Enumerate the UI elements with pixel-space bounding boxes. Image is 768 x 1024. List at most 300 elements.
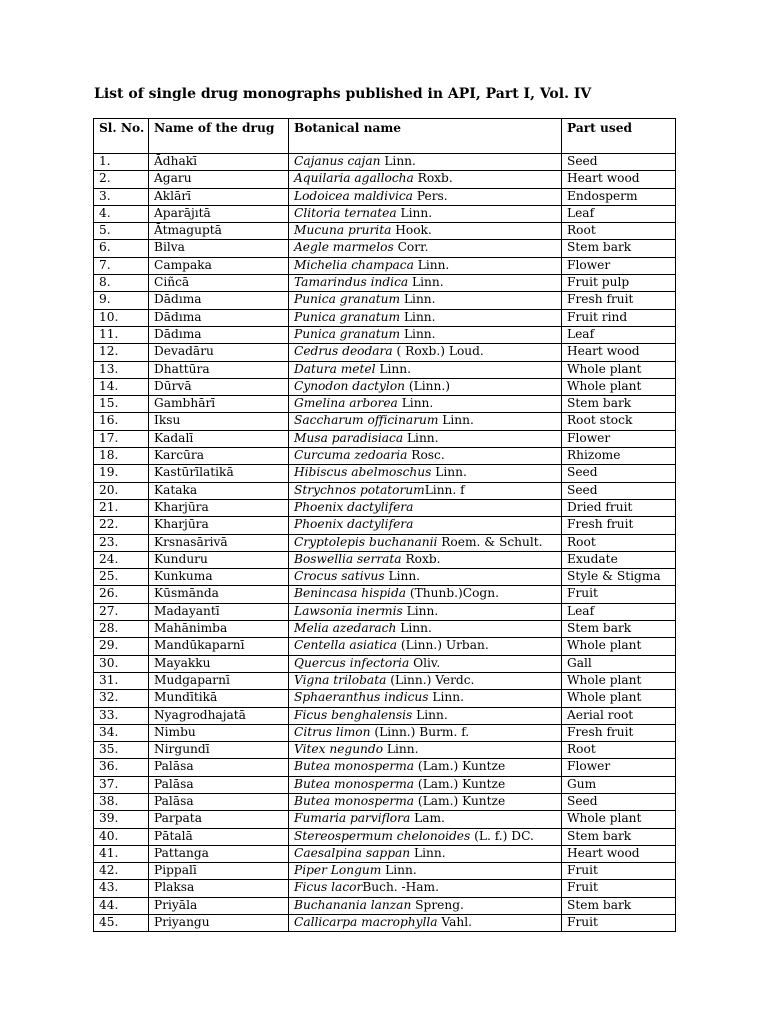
- botanical-authority: Linn.: [384, 569, 421, 584]
- botanical-name-cell: [289, 430, 562, 447]
- drug-name-cell: Iksu: [149, 413, 289, 430]
- sl-no-cell: 36.: [94, 759, 149, 776]
- botanical-species: Punica granatum: [294, 309, 401, 324]
- botanical-species: Vitex negundo: [294, 742, 384, 757]
- botanical-authority: Corr.: [393, 240, 429, 255]
- table-row: [94, 811, 676, 828]
- part-used-cell: Stem bark: [562, 897, 676, 914]
- table-row: [94, 655, 676, 672]
- botanical-authority: Linn.: [431, 465, 467, 480]
- sl-no-cell: 38.: [94, 793, 149, 810]
- botanical-species: Michelia champaca: [294, 257, 414, 272]
- part-used-cell: Fruit: [562, 880, 676, 897]
- table-header-row: [94, 119, 676, 154]
- botanical-name-cell: [289, 793, 562, 810]
- botanical-authority: ( Roxb.) Loud.: [392, 344, 484, 359]
- botanical-authority: Lam.: [410, 811, 445, 826]
- botanical-species: Citrus limon: [294, 724, 371, 739]
- sl-no-cell: 43.: [94, 880, 149, 897]
- sl-no-cell: 11.: [94, 326, 149, 343]
- table-row: [94, 534, 676, 551]
- drug-name-cell: Nimbu: [149, 724, 289, 741]
- botanical-species: Butea monosperma: [294, 793, 415, 808]
- botanical-authority: Linn.: [413, 257, 450, 272]
- drug-name-cell: Mandūkaparnī: [149, 638, 289, 655]
- table-row: [94, 499, 676, 516]
- header-part-used: Part used: [562, 119, 676, 154]
- botanical-species: Aegle marmelos: [294, 240, 394, 255]
- botanical-species: Caesalpina sappan: [294, 845, 411, 860]
- botanical-name-cell: [289, 378, 562, 395]
- drug-name-cell: Mahānimba: [149, 621, 289, 638]
- drug-name-cell: Madayantī: [149, 603, 289, 620]
- botanical-name-cell: [289, 742, 562, 759]
- sl-no-cell: 42.: [94, 863, 149, 880]
- drug-name-cell: Campaka: [149, 257, 289, 274]
- table-row: [94, 828, 676, 845]
- drug-name-cell: Priyangu: [149, 915, 289, 932]
- sl-no-cell: 7.: [94, 257, 149, 274]
- drug-name-cell: Mudgaparnī: [149, 672, 289, 689]
- part-used-cell: Leaf: [562, 326, 676, 343]
- botanical-species: Punica granatum: [294, 292, 401, 307]
- botanical-species: Saccharum officinarum: [294, 413, 439, 428]
- sl-no-cell: 27.: [94, 603, 149, 620]
- botanical-authority: Linn.: [383, 742, 419, 757]
- table-row: [94, 205, 676, 222]
- botanical-name-cell: [289, 517, 562, 534]
- botanical-authority: (Linn.): [405, 378, 450, 393]
- sl-no-cell: 16.: [94, 413, 149, 430]
- botanical-authority: Spreng.: [411, 897, 464, 912]
- table-row: [94, 793, 676, 810]
- botanical-authority: Linn.: [403, 430, 439, 445]
- botanical-name-cell: [289, 171, 562, 188]
- part-used-cell: Heart wood: [562, 344, 676, 361]
- botanical-authority: (L. f.) DC.: [470, 828, 534, 843]
- drug-name-cell: Kharjūra: [149, 517, 289, 534]
- botanical-name-cell: [289, 482, 562, 499]
- botanical-name-cell: [289, 638, 562, 655]
- sl-no-cell: 18.: [94, 448, 149, 465]
- table-row: [94, 413, 676, 430]
- botanical-authority: Linn.: [408, 275, 444, 290]
- botanical-name-cell: [289, 448, 562, 465]
- botanical-name-cell: [289, 759, 562, 776]
- table-row: [94, 707, 676, 724]
- drug-name-cell: Pattanga: [149, 845, 289, 862]
- drug-name-cell: Agaru: [149, 171, 289, 188]
- part-used-cell: Fruit rind: [562, 309, 676, 326]
- monograph-table: [93, 118, 676, 932]
- part-used-cell: Gall: [562, 655, 676, 672]
- drug-name-cell: Nirgundī: [149, 742, 289, 759]
- drug-name-cell: Gambhārī: [149, 396, 289, 413]
- botanical-authority: Linn.: [428, 690, 464, 705]
- sl-no-cell: 1.: [94, 154, 149, 171]
- botanical-name-cell: [289, 586, 562, 603]
- botanical-authority: (Thunb.)Cogn.: [406, 586, 499, 601]
- table-row: [94, 897, 676, 914]
- drug-name-cell: Kunduru: [149, 551, 289, 568]
- botanical-authority: Roem. & Schult.: [437, 534, 543, 549]
- sl-no-cell: 26.: [94, 586, 149, 603]
- botanical-authority: Roxb.: [413, 171, 453, 186]
- botanical-species: Curcuma zedoaria: [294, 448, 408, 463]
- drug-name-cell: Ātmaguptā: [149, 223, 289, 240]
- sl-no-cell: 29.: [94, 638, 149, 655]
- sl-no-cell: 23.: [94, 534, 149, 551]
- botanical-species: Ficus lacor: [294, 880, 363, 895]
- botanical-name-cell: [289, 828, 562, 845]
- part-used-cell: Stem bark: [562, 828, 676, 845]
- drug-name-cell: Dādıma: [149, 326, 289, 343]
- botanical-species: Strychnos potatorum: [294, 482, 425, 497]
- part-used-cell: Seed: [562, 465, 676, 482]
- table-row: [94, 154, 676, 171]
- botanical-species: Mucuna prurita: [294, 223, 392, 238]
- part-used-cell: Seed: [562, 793, 676, 810]
- botanical-authority: (Lam.) Kuntze: [414, 776, 506, 791]
- part-used-cell: Stem bark: [562, 240, 676, 257]
- drug-name-cell: Pippalī: [149, 863, 289, 880]
- drug-name-cell: Dūrvā: [149, 378, 289, 395]
- sl-no-cell: 12.: [94, 344, 149, 361]
- sl-no-cell: 22.: [94, 517, 149, 534]
- part-used-cell: Fresh fruit: [562, 724, 676, 741]
- botanical-species: Phoenix dactylifera: [294, 499, 414, 514]
- table-row: [94, 742, 676, 759]
- part-used-cell: Fresh fruit: [562, 292, 676, 309]
- botanical-name-cell: [289, 292, 562, 309]
- botanical-name-cell: [289, 188, 562, 205]
- botanical-authority: Buch. -Ham.: [362, 880, 439, 895]
- botanical-name-cell: [289, 863, 562, 880]
- part-used-cell: Endosperm: [562, 188, 676, 205]
- botanical-authority: (Linn.) Urban.: [397, 638, 489, 653]
- table-row: [94, 430, 676, 447]
- botanical-authority: Oliv.: [409, 655, 441, 670]
- botanical-species: Cedrus deodara: [294, 344, 393, 359]
- botanical-species: Phoenix dactylifera: [294, 517, 414, 532]
- part-used-cell: Leaf: [562, 205, 676, 222]
- botanical-species: Benincasa hispida: [294, 586, 407, 601]
- botanical-authority: Linn.: [375, 361, 411, 376]
- botanical-authority: Linn.: [410, 845, 446, 860]
- botanical-name-cell: [289, 223, 562, 240]
- drug-name-cell: Kadalī: [149, 430, 289, 447]
- drug-name-cell: Palāsa: [149, 793, 289, 810]
- botanical-species: Buchanania lanzan: [294, 897, 412, 912]
- header-sl-no: Sl. No.: [94, 119, 149, 154]
- botanical-name-cell: [289, 465, 562, 482]
- botanical-authority: Linn.: [381, 863, 417, 878]
- drug-name-cell: Ciñcā: [149, 275, 289, 292]
- botanical-authority: Pers.: [412, 188, 448, 203]
- botanical-authority: Linn.: [400, 326, 436, 341]
- botanical-name-cell: [289, 915, 562, 932]
- sl-no-cell: 44.: [94, 897, 149, 914]
- sl-no-cell: 34.: [94, 724, 149, 741]
- botanical-species: Crocus sativus: [294, 569, 385, 584]
- drug-name-cell: Mayakku: [149, 655, 289, 672]
- sl-no-cell: 31.: [94, 672, 149, 689]
- part-used-cell: Stem bark: [562, 396, 676, 413]
- botanical-species: Lodoicea maldivica: [294, 188, 413, 203]
- drug-name-cell: Aparājıtā: [149, 205, 289, 222]
- botanical-name-cell: [289, 361, 562, 378]
- botanical-name-cell: [289, 707, 562, 724]
- table-row: [94, 845, 676, 862]
- sl-no-cell: 40.: [94, 828, 149, 845]
- botanical-authority: Linn.: [402, 603, 439, 618]
- drug-name-cell: Dādıma: [149, 292, 289, 309]
- table-row: [94, 586, 676, 603]
- table-row: [94, 309, 676, 326]
- botanical-name-cell: [289, 880, 562, 897]
- drug-name-cell: Mundītikā: [149, 690, 289, 707]
- botanical-name-cell: [289, 551, 562, 568]
- drug-name-cell: Krsnasārivā: [149, 534, 289, 551]
- botanical-authority: Linn.: [380, 154, 416, 168]
- sl-no-cell: 15.: [94, 396, 149, 413]
- sl-no-cell: 4.: [94, 205, 149, 222]
- table-row: [94, 724, 676, 741]
- sl-no-cell: 2.: [94, 171, 149, 188]
- part-used-cell: Whole plant: [562, 672, 676, 689]
- document-title: List of single drug monographs published in API, Part I, Vol. IV: [94, 86, 592, 102]
- sl-no-cell: 13.: [94, 361, 149, 378]
- botanical-species: Gmelina arborea: [294, 396, 398, 411]
- table-row: [94, 690, 676, 707]
- table-row: [94, 188, 676, 205]
- botanical-name-cell: [289, 603, 562, 620]
- part-used-cell: Root: [562, 223, 676, 240]
- botanical-authority: (Linn.) Verdc.: [386, 672, 475, 687]
- sl-no-cell: 25.: [94, 569, 149, 586]
- drug-name-cell: Palāsa: [149, 776, 289, 793]
- sl-no-cell: 45.: [94, 915, 149, 932]
- header-botanical-name: Botanical name: [289, 119, 562, 154]
- sl-no-cell: 3.: [94, 188, 149, 205]
- botanical-name-cell: [289, 534, 562, 551]
- botanical-name-cell: [289, 326, 562, 343]
- botanical-species: Clitoria ternatea: [294, 205, 397, 220]
- sl-no-cell: 21.: [94, 499, 149, 516]
- drug-name-cell: Palāsa: [149, 759, 289, 776]
- drug-name-cell: Pātalā: [149, 828, 289, 845]
- table-row: [94, 396, 676, 413]
- botanical-name-cell: [289, 275, 562, 292]
- botanical-name-cell: [289, 621, 562, 638]
- botanical-species: Tamarindus indica: [294, 275, 409, 290]
- botanical-species: Hibiscus abelmoschus: [294, 465, 432, 480]
- sl-no-cell: 32.: [94, 690, 149, 707]
- botanical-species: Punica granatum: [294, 326, 401, 341]
- table-row: [94, 257, 676, 274]
- part-used-cell: Fresh fruit: [562, 517, 676, 534]
- part-used-cell: Style & Stigma: [562, 569, 676, 586]
- table-row: [94, 326, 676, 343]
- sl-no-cell: 5.: [94, 223, 149, 240]
- botanical-name-cell: [289, 257, 562, 274]
- drug-name-cell: Kastūrīlatikā: [149, 465, 289, 482]
- sl-no-cell: 28.: [94, 621, 149, 638]
- table-row: [94, 863, 676, 880]
- header-drug-name: Name of the drug: [149, 119, 289, 154]
- part-used-cell: Fruit: [562, 915, 676, 932]
- botanical-name-cell: [289, 240, 562, 257]
- botanical-species: Centella asiatica: [294, 638, 398, 653]
- part-used-cell: Fruit: [562, 586, 676, 603]
- part-used-cell: Whole plant: [562, 378, 676, 395]
- part-used-cell: Whole plant: [562, 811, 676, 828]
- part-used-cell: Whole plant: [562, 361, 676, 378]
- part-used-cell: Whole plant: [562, 690, 676, 707]
- table-row: [94, 551, 676, 568]
- botanical-name-cell: [289, 655, 562, 672]
- table-row: [94, 517, 676, 534]
- part-used-cell: Whole plant: [562, 638, 676, 655]
- part-used-cell: Exudate: [562, 551, 676, 568]
- botanical-authority: Linn.: [400, 309, 436, 324]
- table-row: [94, 465, 676, 482]
- drug-name-cell: Parpata: [149, 811, 289, 828]
- table-row: [94, 240, 676, 257]
- botanical-name-cell: [289, 776, 562, 793]
- botanical-species: Musa paradisiaca: [294, 430, 404, 445]
- sl-no-cell: 20.: [94, 482, 149, 499]
- sl-no-cell: 39.: [94, 811, 149, 828]
- part-used-cell: Fruit pulp: [562, 275, 676, 292]
- botanical-species: Datura metel: [294, 361, 376, 376]
- drug-name-cell: Kunkuma: [149, 569, 289, 586]
- table-row: [94, 638, 676, 655]
- sl-no-cell: 35.: [94, 742, 149, 759]
- sl-no-cell: 41.: [94, 845, 149, 862]
- table-row: [94, 672, 676, 689]
- botanical-authority: Roxb.: [401, 551, 441, 566]
- drug-name-cell: Karcūra: [149, 448, 289, 465]
- drug-name-cell: Kūsmānda: [149, 586, 289, 603]
- botanical-authority: Linn.: [397, 396, 434, 411]
- botanical-species: Cynodon dactylon: [294, 378, 406, 393]
- table-row: [94, 275, 676, 292]
- table-row: [94, 171, 676, 188]
- part-used-cell: Rhizome: [562, 448, 676, 465]
- part-used-cell: Gum: [562, 776, 676, 793]
- table-row: [94, 759, 676, 776]
- sl-no-cell: 19.: [94, 465, 149, 482]
- part-used-cell: Stem bark: [562, 621, 676, 638]
- botanical-name-cell: [289, 672, 562, 689]
- botanical-authority: Linn. f: [424, 482, 465, 497]
- drug-name-cell: Devadāru: [149, 344, 289, 361]
- part-used-cell: Root: [562, 534, 676, 551]
- part-used-cell: Flower: [562, 430, 676, 447]
- table-row: [94, 344, 676, 361]
- drug-name-cell: Ādhakī: [149, 154, 289, 171]
- table-row: [94, 776, 676, 793]
- drug-name-cell: Dhattūra: [149, 361, 289, 378]
- table-row: [94, 292, 676, 309]
- botanical-authority: (Lam.) Kuntze: [414, 759, 506, 774]
- botanical-species: Cajanus cajan: [294, 154, 381, 168]
- botanical-species: Callicarpa macrophylla: [294, 915, 438, 930]
- drug-name-cell: Nyagrodhajatā: [149, 707, 289, 724]
- part-used-cell: Root stock: [562, 413, 676, 430]
- drug-name-cell: Kataka: [149, 482, 289, 499]
- botanical-authority: Linn.: [396, 205, 433, 220]
- botanical-species: Cryptolepis buchananii: [294, 534, 438, 549]
- botanical-authority: Vahl.: [437, 915, 473, 930]
- drug-name-cell: Plaksa: [149, 880, 289, 897]
- botanical-species: Piper Longum: [294, 863, 382, 878]
- botanical-species: Butea monosperma: [294, 776, 415, 791]
- table-row: [94, 880, 676, 897]
- botanical-name-cell: [289, 569, 562, 586]
- drug-name-cell: Priyāla: [149, 897, 289, 914]
- botanical-name-cell: [289, 413, 562, 430]
- part-used-cell: Aerial root: [562, 707, 676, 724]
- botanical-authority: Linn.: [396, 621, 432, 636]
- botanical-name-cell: [289, 811, 562, 828]
- sl-no-cell: 33.: [94, 707, 149, 724]
- drug-name-cell: Kharjūra: [149, 499, 289, 516]
- botanical-name-cell: [289, 897, 562, 914]
- botanical-name-cell: [289, 309, 562, 326]
- botanical-species: Melia azedarach: [294, 621, 397, 636]
- botanical-species: Aquilaria agallocha: [294, 171, 414, 186]
- botanical-name-cell: [289, 205, 562, 222]
- botanical-authority: (Lam.) Kuntze: [414, 793, 506, 808]
- table-row: [94, 448, 676, 465]
- botanical-authority: Rosc.: [407, 448, 445, 463]
- botanical-species: Fumaria parviflora: [294, 811, 411, 826]
- sl-no-cell: 30.: [94, 655, 149, 672]
- part-used-cell: Flower: [562, 257, 676, 274]
- table-row: [94, 482, 676, 499]
- table-row: [94, 361, 676, 378]
- part-used-cell: Leaf: [562, 603, 676, 620]
- botanical-authority: (Linn.) Burm. f.: [370, 724, 470, 739]
- sl-no-cell: 17.: [94, 430, 149, 447]
- botanical-name-cell: [289, 154, 562, 171]
- botanical-species: Sphaeranthus indicus: [294, 690, 429, 705]
- sl-no-cell: 37.: [94, 776, 149, 793]
- botanical-name-cell: [289, 845, 562, 862]
- botanical-species: Quercus infectoria: [294, 655, 410, 670]
- sl-no-cell: 9.: [94, 292, 149, 309]
- part-used-cell: Flower: [562, 759, 676, 776]
- botanical-authority: Linn.: [400, 292, 436, 307]
- table-row: [94, 569, 676, 586]
- drug-name-cell: Dādıma: [149, 309, 289, 326]
- botanical-species: Boswellia serrata: [294, 551, 402, 566]
- part-used-cell: Heart wood: [562, 845, 676, 862]
- sl-no-cell: 6.: [94, 240, 149, 257]
- botanical-species: Ficus benghalensis: [294, 707, 413, 722]
- sl-no-cell: 8.: [94, 275, 149, 292]
- sl-no-cell: 14.: [94, 378, 149, 395]
- botanical-species: Vigna trilobata: [294, 672, 387, 687]
- botanical-name-cell: [289, 499, 562, 516]
- botanical-species: Lawsonia inermis: [294, 603, 403, 618]
- part-used-cell: Dried fruit: [562, 499, 676, 516]
- table-row: [94, 378, 676, 395]
- sl-no-cell: 10.: [94, 309, 149, 326]
- table-row: [94, 915, 676, 932]
